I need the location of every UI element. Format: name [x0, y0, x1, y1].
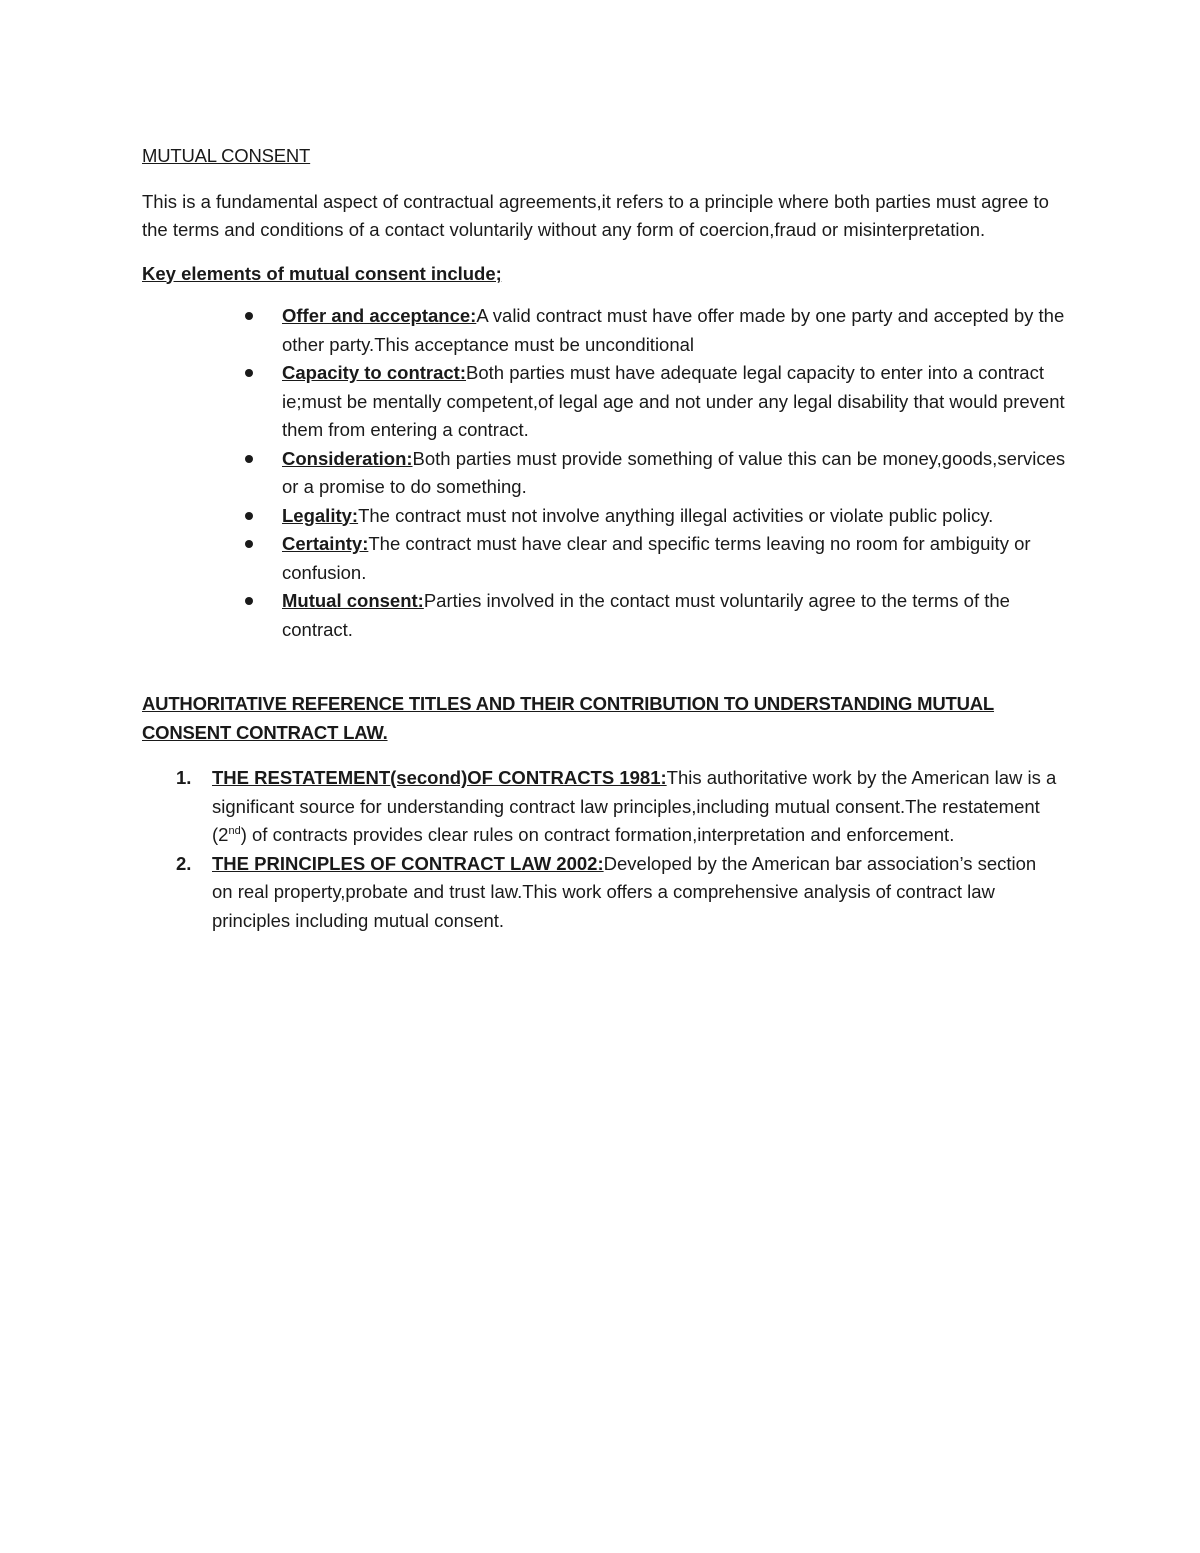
element-text: The contract must not involve anything illegal activities or violate public policy.	[358, 504, 994, 526]
list-item	[176, 764, 1057, 850]
element-text: Parties involved in the contact must voluntarily agree to the terms of the contract.	[282, 590, 1010, 640]
reference-number: 1.	[176, 767, 192, 788]
element-text: The contract must have clear and specific terms leaving no room for ambiguity or confusion.	[282, 533, 1031, 583]
document-page	[142, 142, 1072, 935]
bullet-icon	[245, 312, 253, 320]
element-term: Mutual consent:	[282, 590, 424, 611]
reference-title: THE RESTATEMENT(second)OF CONTRACTS 1981:	[212, 767, 667, 788]
intro-paragraph: This is a fundamental aspect of contractual agreements,it refers to a principle where both parties must agree to the terms and conditions of a contact voluntarily without any form of coercion,fraud or misinterpretation.	[142, 190, 1049, 240]
bullet-icon	[245, 512, 253, 520]
element-term: Consideration:	[282, 447, 413, 469]
list-item	[282, 502, 1067, 531]
element-text: Both parties must provide something of value this can be money,goods,services or a promise to do something.	[282, 447, 1066, 497]
key-elements-heading: Key elements of mutual consent include;	[142, 262, 502, 284]
list-item	[282, 530, 1067, 587]
reference-text: This authoritative work by the American law is a significant source for understanding contract law principles,including mutual consent.The restatement (2	[212, 767, 1057, 845]
ordinal-superscript: nd	[228, 824, 241, 837]
bullet-icon	[245, 597, 253, 605]
element-term: Certainty:	[282, 533, 369, 554]
element-term: Capacity to contract:	[282, 362, 467, 383]
list-item	[282, 359, 1067, 445]
element-text: Both parties must have adequate legal capacity to enter into a contract ie;must be mentally competent,of legal age and not under any legal disability that would prevent them from entering a contract.	[282, 362, 1065, 440]
reference-title: THE PRINCIPLES OF CONTRACT LAW 2002:	[212, 852, 604, 874]
references-heading: AUTHORITATIVE REFERENCE TITLES AND THEIR CONTRIBUTION TO UNDERSTANDING MUTUAL CONSENT CONTRACT LAW.	[142, 693, 995, 743]
bullet-icon	[245, 455, 253, 463]
bullet-icon	[245, 369, 253, 377]
reference-text: Developed by the American bar association’s section on real property,probate and trust law.This work offers a comprehensive analysis of contract law principles including mutual consent.	[212, 852, 1037, 931]
list-item	[282, 445, 1067, 502]
document-title: MUTUAL CONSENT	[142, 145, 311, 166]
element-text: A valid contract must have offer made by one party and accepted by the other party.This acceptance must be unconditional	[282, 305, 1065, 355]
reference-text-continued: ) of contracts provides clear rules on contract formation,interpretation and enforcement.	[240, 824, 955, 845]
references-list	[142, 764, 1057, 935]
list-item	[282, 302, 1067, 359]
list-item	[282, 587, 1067, 644]
list-item	[176, 850, 1057, 936]
key-elements-list	[142, 302, 1067, 644]
reference-number: 2.	[176, 852, 192, 874]
element-term: Legality:	[282, 504, 359, 526]
element-term: Offer and acceptance:	[282, 305, 477, 326]
bullet-icon	[245, 540, 253, 548]
